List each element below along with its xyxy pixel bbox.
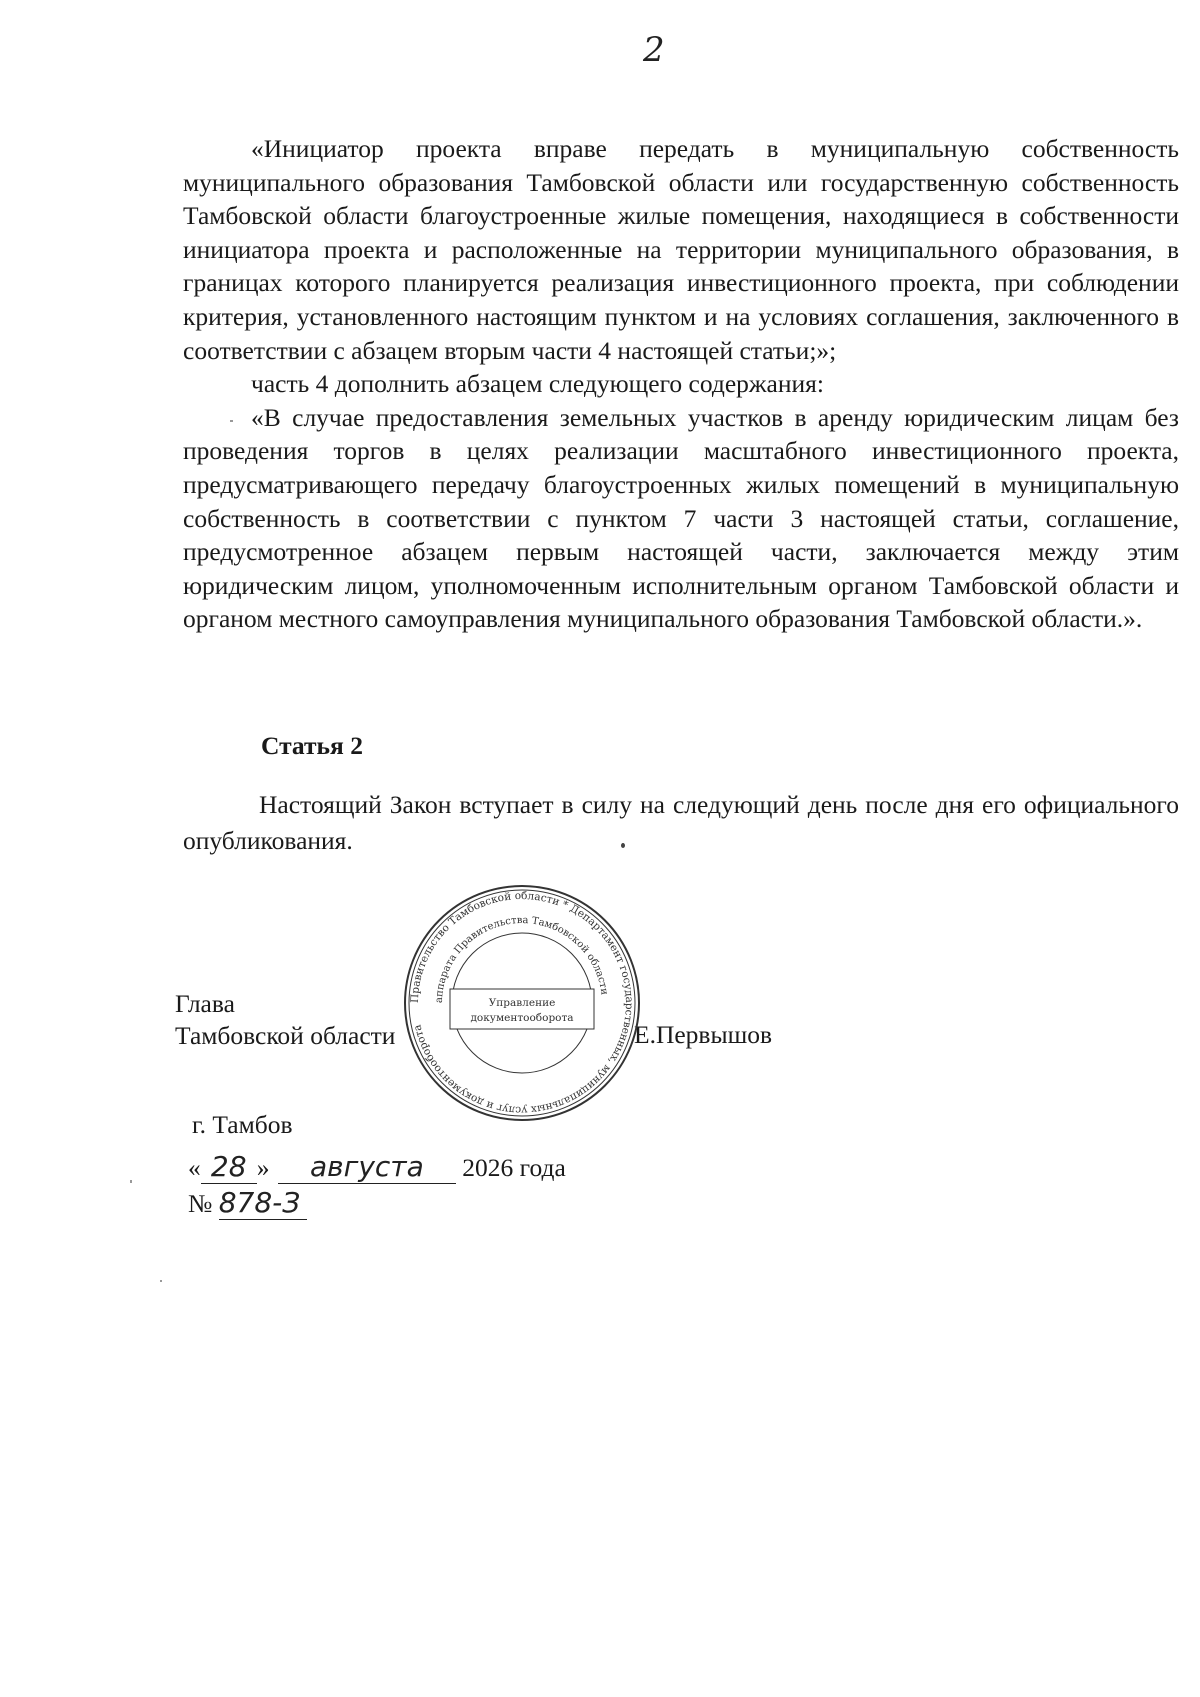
signatory-title-line1: Глава <box>175 989 235 1018</box>
law-number <box>188 1186 307 1220</box>
scan-mark <box>621 843 625 848</box>
signatory-title <box>175 988 395 1052</box>
issue-date <box>188 1150 566 1184</box>
seal-outer-text: Правительство Тамбовской области * Департамент государственных, муниципальных услуг и документооборота <box>408 889 636 1117</box>
article-text-block <box>183 787 1179 859</box>
signatory-title-line2: Тамбовской области <box>175 1021 396 1050</box>
date-quote-close: » <box>256 1153 270 1182</box>
number-prefix: № <box>188 1189 213 1218</box>
number-value: 878-З <box>219 1186 307 1220</box>
law-amendment-text <box>183 132 1179 636</box>
paragraph-part4: часть 4 дополнить абзацем следующего содержания: <box>251 369 824 399</box>
date-day: 28 <box>201 1150 257 1184</box>
seal-center-line2: документооборота <box>470 1012 574 1024</box>
date-month: августа <box>278 1150 456 1184</box>
page-number: 2 <box>643 30 665 70</box>
official-seal <box>402 883 642 1123</box>
article-heading: Статья 2 <box>261 731 363 760</box>
scan-speck <box>230 420 233 422</box>
scan-speck <box>130 1180 132 1183</box>
date-year: 2026 года <box>462 1153 566 1182</box>
signatory-name: Е.Первышов <box>634 1020 773 1049</box>
seal-center-line1: Управление <box>488 997 556 1009</box>
issue-place: г. Тамбов <box>192 1110 293 1139</box>
article-text: Настоящий Закон вступает в силу на следующий день после дня его официального опубликования. <box>183 790 1179 855</box>
paragraph-land-lease: «В случае предоставления земельных участков в аренду юридическим лицам без проведения торгов в целях реализации масштабного инвестиционного проекта, предусматривающего передачу благоустроенных жилых помещений в муниципальную собственность в соответствии с пунктом 7 части 3 настоящей статьи, соглашение, предусмотренное абзацем первым настоящей части, заключается между этим юридическим лицом, уполномоченным исполнительным органом Тамбовской области и органом местного самоуправления муниципального образования Тамбовской области.». <box>183 402 1179 634</box>
seal-inner-text: аппарата Правительства Тамбовской области <box>433 914 610 1004</box>
paragraph-initiator: «Инициатор проекта вправе передать в муниципальную собственность муниципального образования Тамбовской области или государственную собственность Тамбовской области благоустроенные жилые помещения, находящиеся в собственности инициатора проекта и расположенные на территории муниципального образования, в границах которого планируется реализация инвестиционного проекта, при соблюдении критерия, установленного настоящим пунктом и на условиях соглашения, заключенного в соответствии с абзацем вторым части 4 настоящей статьи;»; <box>183 134 1179 365</box>
date-quote-open: « <box>188 1153 201 1182</box>
scan-speck <box>160 1280 162 1282</box>
